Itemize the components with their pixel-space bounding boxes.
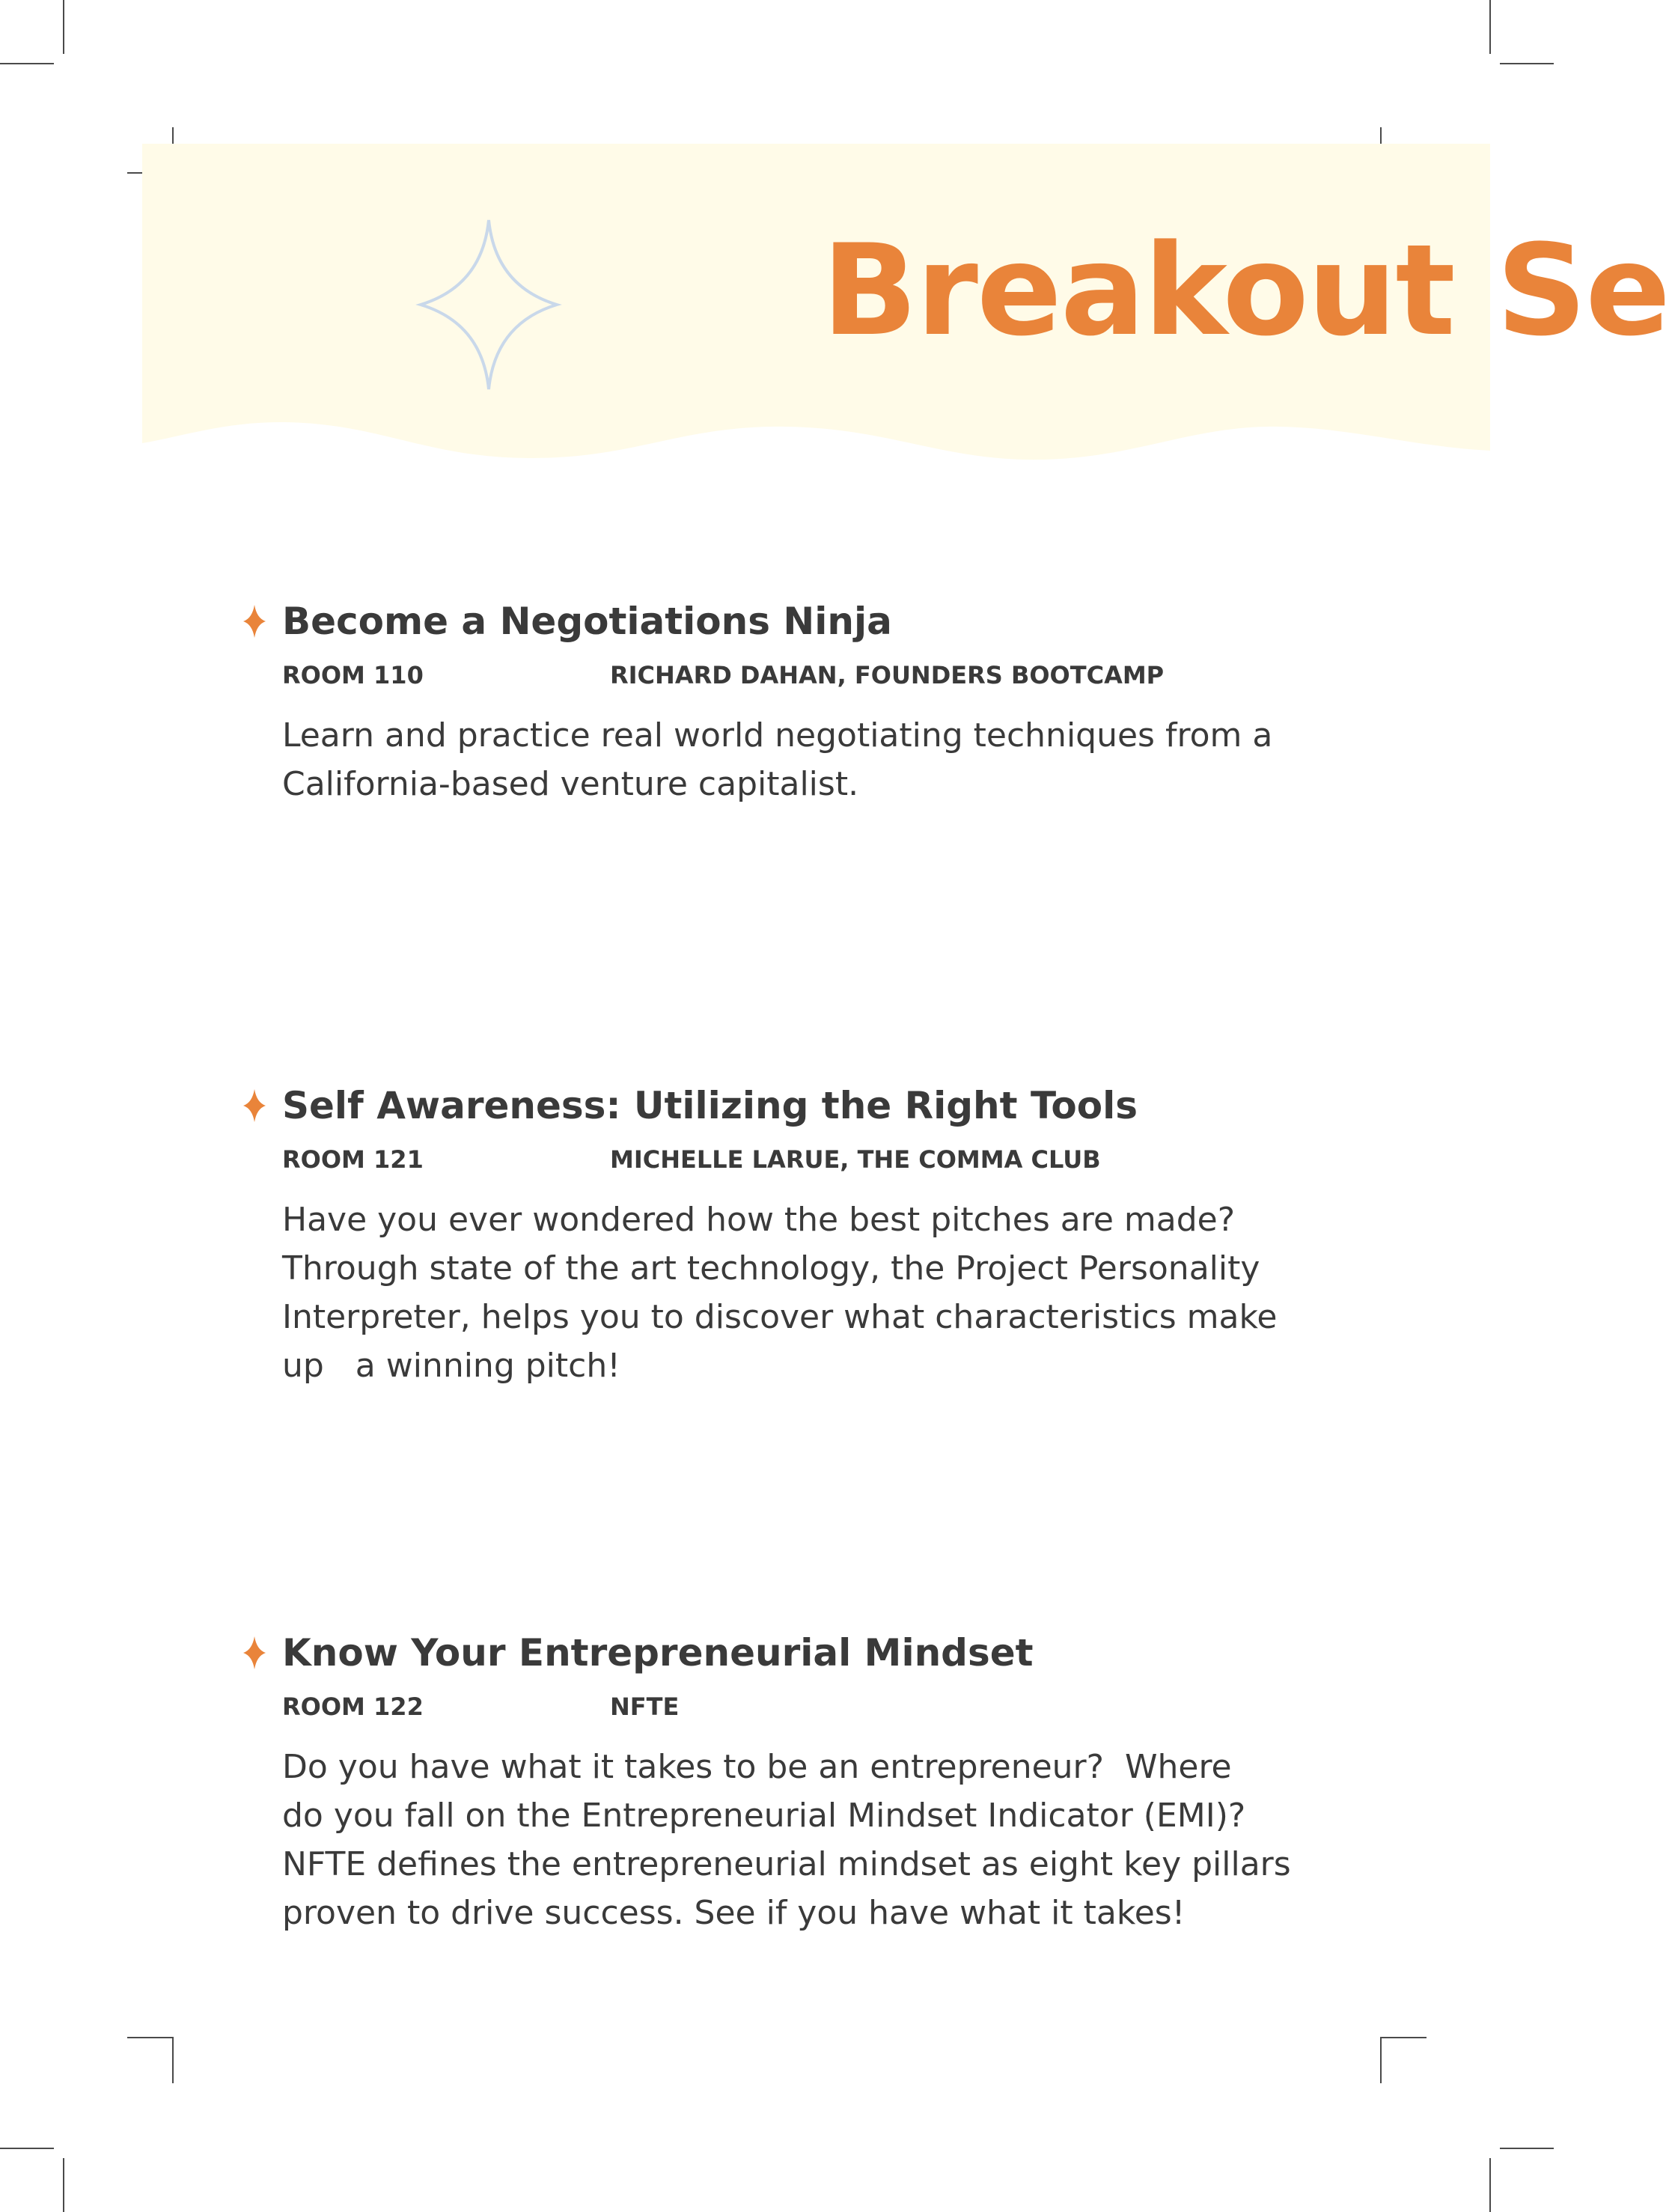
session-description: [282, 1743, 1291, 1937]
description-line: Do you have what it takes to be an entrepreneur? Where: [282, 1748, 1232, 1786]
session-title: Know Your Entrepreneurial Mindset: [282, 1631, 1034, 1675]
crop-mark: [63, 2158, 64, 2212]
crop-mark: [1380, 2037, 1427, 2038]
session-room: ROOM 110: [282, 661, 424, 689]
description-line: do you fall on the Entrepreneurial Mindset Indicator (EMI)?: [282, 1797, 1246, 1835]
crop-mark: [172, 2037, 174, 2083]
session-title: Self Awareness: Utilizing the Right Tools: [282, 1084, 1138, 1127]
session-room: ROOM 122: [282, 1692, 424, 1721]
session-room: ROOM 121: [282, 1145, 424, 1174]
crop-mark: [1500, 2148, 1554, 2149]
description-line: Interpreter, helps you to discover what characteristics make: [282, 1298, 1278, 1336]
session-speaker: NFTE: [610, 1692, 680, 1721]
session-speaker: RICHARD DAHAN, FOUNDERS BOOTCAMP: [610, 661, 1165, 689]
session-description: [282, 711, 1285, 808]
session-description: [282, 1195, 1285, 1390]
diamond-bullet-icon: [242, 1088, 267, 1124]
crop-mark: [1500, 63, 1554, 64]
crop-mark: [0, 63, 54, 64]
description-line: proven to drive success. See if you have what it takes!: [282, 1894, 1186, 1932]
description-line: up a winning pitch!: [282, 1347, 620, 1385]
crop-mark: [1380, 2037, 1382, 2083]
header-banner: [142, 144, 1669, 466]
crop-mark: [1489, 0, 1491, 54]
crop-mark: [0, 2148, 54, 2149]
crop-mark: [1489, 2158, 1491, 2212]
crop-mark: [63, 0, 64, 54]
session-title: Become a Negotiations Ninja: [282, 600, 892, 643]
four-point-star-outline-icon: [418, 217, 560, 392]
session-speaker: MICHELLE LARUE, THE COMMA CLUB: [610, 1145, 1101, 1174]
description-line: Have you ever wondered how the best pitches are made?: [282, 1201, 1236, 1239]
diamond-bullet-icon: [242, 1635, 267, 1671]
description-line: California-based venture capitalist.: [282, 765, 859, 803]
page-title: Breakout Se: [822, 217, 1669, 364]
description-line: NFTE defines the entrepreneurial mindset as eight key pillars: [282, 1845, 1291, 1883]
description-line: Learn and practice real world negotiating techniques from a: [282, 716, 1273, 755]
diamond-bullet-icon: [242, 603, 267, 639]
description-line: Through state of the art technology, the Project Personality: [282, 1249, 1260, 1288]
crop-mark: [127, 2037, 174, 2038]
